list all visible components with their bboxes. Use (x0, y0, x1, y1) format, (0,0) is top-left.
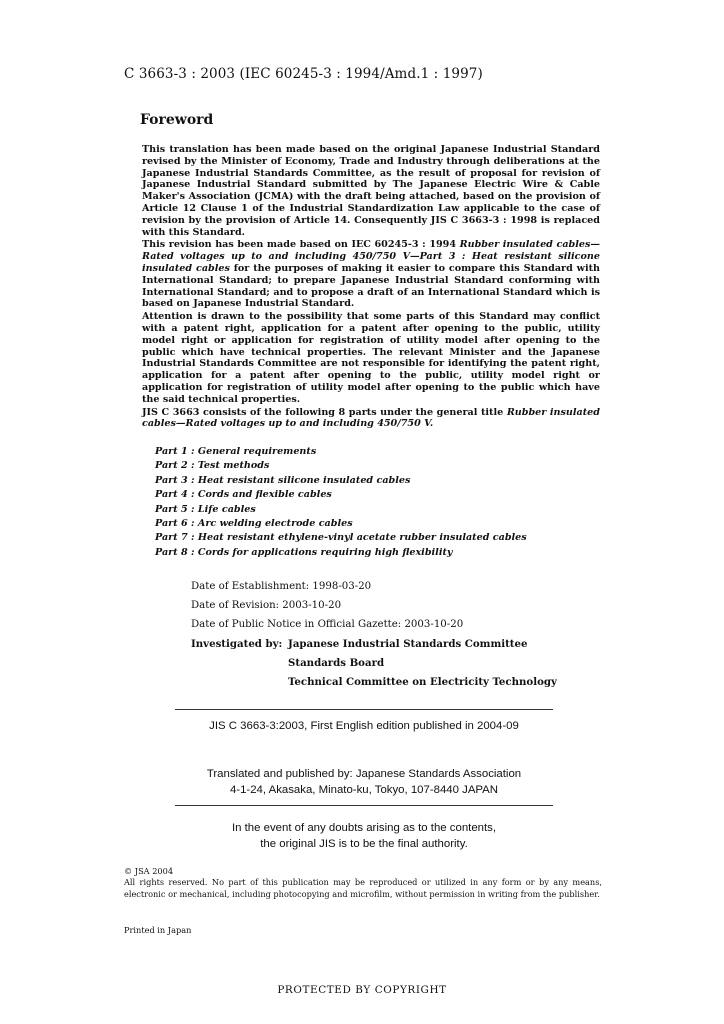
rights-statement: All rights reserved. No part of this publication may be reproduced or utilized in any form or by any means, electronic or mechanical, including photocopying and microfilm, without permission in writing from the publisher. (124, 877, 602, 899)
printed-in: Printed in Japan (124, 925, 192, 935)
part-item: Part 8 : Cords for applications requiring high flexibility (155, 546, 453, 558)
paragraph-text: This translation has been made based on the original Japanese Industrial Standard revised by the Minister of Economy, Trade and Industry through deliberations at the Japanese Industrial Standards Committee, as the result of proposal for revision of Japanese Industrial Standard submitted by The Japanese Electric Wire & Cable Maker's Association (JCMA) with the draft being attached, based on the provision of Article 12 Clause 1 of the Industrial Standardization Law applicable to the case of revision by the provision of Article 14. Consequently (142, 144, 600, 226)
paragraph-text: : 1998 is replaced with this Standard. (142, 214, 600, 238)
paragraph-text: : 1994 (418, 239, 460, 251)
foreword-paragraph-4 (142, 407, 600, 431)
investigated-row (191, 635, 611, 693)
part-item: Part 4 : Cords and flexible cables (155, 489, 332, 501)
standard-reference: IEC 60245-3 (351, 239, 419, 251)
public-notice-date: Date of Public Notice in Official Gazette: 2003-10-20 (191, 619, 464, 631)
paragraph-text: for the purposes of making it easier to compare this Standard with International Standard; to prepare Japanese Industrial Standard conforming with International Standard; and to propose a draft of an International Standard which is based on Japanese Industrial Standard. (142, 262, 600, 310)
dates-block (191, 577, 611, 692)
paragraph-text: This revision has been made based on (142, 239, 352, 251)
footer-copyright: PROTECTED BY COPYRIGHT (277, 984, 447, 996)
publisher-address: 4-1-24, Akasaka, Minato-ku, Tokyo, 107-8440 JAPAN (229, 784, 499, 796)
foreword-body (142, 144, 600, 430)
authority-line: In the event of any doubts arising as to the contents, (231, 822, 497, 834)
part-item: Part 3 : Heat resistant silicone insulated cables (155, 474, 411, 486)
authority-line: the original JIS is to be the final authority. (260, 838, 468, 850)
publisher-block (175, 766, 553, 798)
investigating-body: Japanese Industrial Standards Committee (288, 637, 528, 650)
divider (175, 805, 553, 806)
standard-reference: JIS C 3663-3 (430, 214, 500, 226)
foreword-paragraph-2 (142, 239, 600, 310)
investigating-body: Technical Committee on Electricity Technology (288, 676, 557, 689)
foreword-title: Foreword (140, 112, 214, 128)
part-item: Part 7 : Heat resistant ethylene-vinyl acetate rubber insulated cables (155, 532, 527, 544)
document-header: C 3663-3 : 2003 (IEC 60245-3 : 1994/Amd.1 : 1997) (124, 66, 483, 82)
revision-date: Date of Revision: 2003-10-20 (191, 600, 342, 612)
publisher-name: Translated and published by: Japanese Standards Association (206, 768, 522, 780)
foreword-paragraph-3: Attention is drawn to the possibility that some parts of this Standard may conflict with a patent right, application for a patent after opening to the public, utility model right or application for registration of utility model after opening to the public which have technical properties. The relevant Minister and the Japanese Industrial Standards Committee are not responsible for identifying the patent right, application for a patent after opening to the public, utility model right or application for registration of utility model after opening to the public which have the said technical properties. (142, 311, 600, 405)
part-item: Part 6 : Arc welding electrode cables (155, 518, 353, 530)
copyright-line: © JSA 2004 (124, 866, 174, 876)
foreword-paragraph-1 (142, 144, 600, 238)
investigated-label: Investigated by: (191, 637, 283, 650)
standard-reference: JIS C 3663 (142, 406, 200, 418)
parts-list (155, 445, 605, 560)
part-item: Part 5 : Life cables (155, 503, 256, 515)
paragraph-text: consists of the following 8 parts under the general title (199, 406, 507, 418)
standard-title: Rubber insulated cables—Rated voltages up to and including 450/750 V—Part 3 : Heat resistant silicone insulated cables (142, 239, 601, 274)
divider (175, 709, 553, 710)
legal-notice (124, 866, 602, 900)
investigated-bodies (288, 635, 557, 693)
investigating-body: Standards Board (288, 656, 385, 669)
establishment-date: Date of Establishment: 1998-03-20 (191, 581, 372, 592)
authority-note (175, 820, 553, 852)
part-item: Part 1 : General requirements (155, 446, 317, 457)
edition-note: JIS C 3663-3:2003, First English edition published in 2004-09 (209, 720, 519, 732)
part-item: Part 2 : Test methods (155, 460, 270, 472)
general-title: Rubber insulated cables—Rated voltages up to and including 450/750 V. (142, 406, 600, 430)
